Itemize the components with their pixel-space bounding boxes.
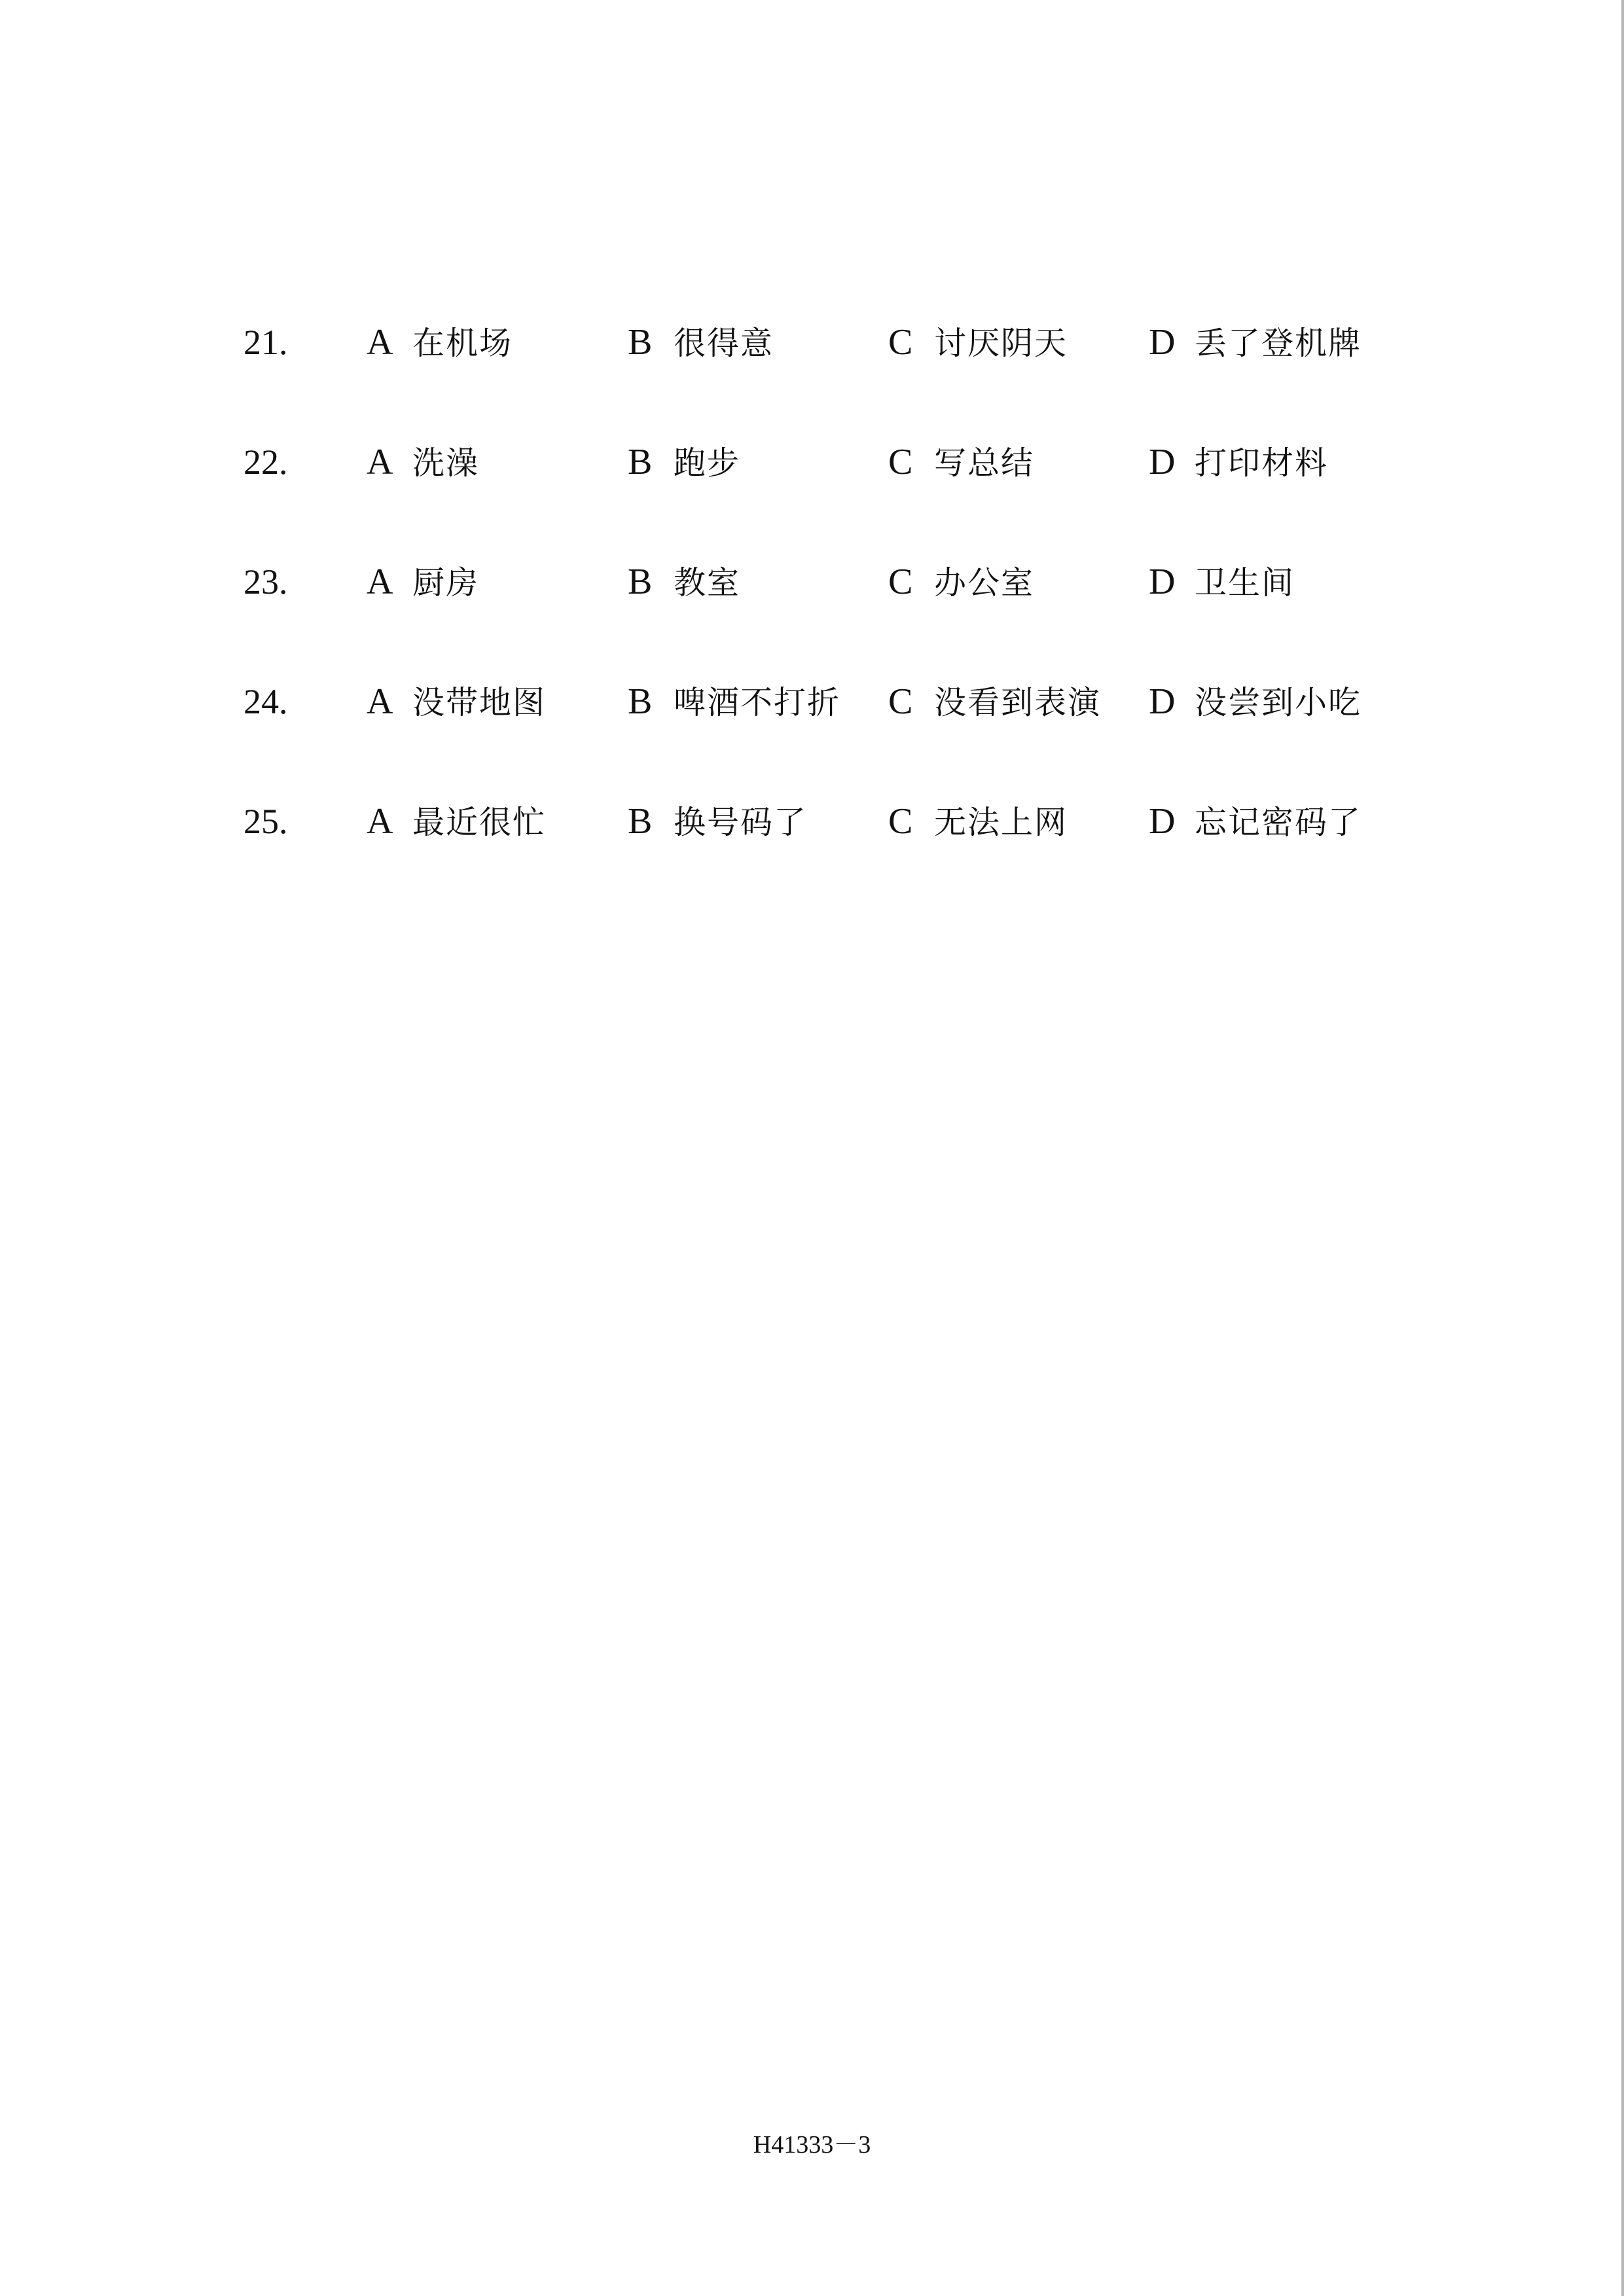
option-letter: A (367, 562, 393, 602)
option-text: 讨厌阴天 (934, 325, 1068, 362)
option-b (628, 792, 807, 851)
option-letter: A (367, 801, 393, 842)
question-number: 25. (244, 802, 288, 841)
option-text: 没带地图 (412, 684, 547, 721)
option-a (367, 313, 513, 372)
option-letter: C (888, 442, 913, 482)
option-c (888, 672, 1101, 731)
option-c (888, 792, 1068, 851)
option-a (367, 433, 479, 492)
option-d (1149, 433, 1328, 492)
option-text: 无法上网 (934, 804, 1068, 841)
question-number: 21. (244, 323, 288, 362)
page-footer: H41333－3 (753, 2131, 871, 2159)
option-letter: D (1149, 562, 1176, 602)
option-letter: C (888, 562, 913, 602)
option-text: 办公室 (934, 564, 1035, 601)
option-a (367, 792, 546, 851)
question-number: 24. (244, 682, 288, 721)
option-text: 忘记密码了 (1195, 804, 1362, 841)
option-d (1149, 552, 1295, 611)
option-c (888, 313, 1068, 372)
option-letter: D (1149, 442, 1176, 482)
option-text: 卫生间 (1195, 564, 1295, 601)
option-letter: B (628, 322, 653, 363)
question-23 (244, 552, 1422, 672)
option-text: 换号码了 (674, 804, 808, 841)
option-b (628, 672, 840, 731)
option-letter: D (1149, 322, 1176, 363)
option-letter: C (888, 681, 913, 722)
option-text: 啤酒不打折 (674, 684, 841, 721)
question-25 (244, 792, 1422, 912)
option-letter: C (888, 801, 913, 842)
option-text: 跑步 (674, 444, 741, 482)
option-b (628, 552, 740, 611)
option-text: 教室 (674, 564, 741, 601)
option-letter: B (628, 442, 653, 482)
option-text: 写总结 (934, 444, 1035, 482)
option-a (367, 672, 546, 731)
option-b (628, 313, 774, 372)
option-c (888, 433, 1034, 492)
option-text: 厨房 (412, 564, 480, 601)
question-number: 22. (244, 442, 288, 482)
question-24 (244, 672, 1422, 792)
option-d (1149, 672, 1362, 731)
option-letter: D (1149, 681, 1176, 722)
option-letter: A (367, 322, 393, 363)
question-21 (244, 313, 1422, 433)
option-text: 没尝到小吃 (1195, 684, 1362, 721)
option-d (1149, 792, 1362, 851)
option-letter: B (628, 562, 653, 602)
option-letter: A (367, 681, 393, 722)
option-letter: A (367, 442, 393, 482)
question-list (244, 313, 1422, 912)
option-letter: B (628, 801, 653, 842)
option-letter: C (888, 322, 913, 363)
option-text: 没看到表演 (934, 684, 1102, 721)
question-number: 23. (244, 562, 288, 601)
option-c (888, 552, 1034, 611)
option-a (367, 552, 479, 611)
option-text: 打印材料 (1195, 444, 1329, 482)
option-text: 在机场 (412, 325, 513, 362)
page-edge (1621, 0, 1624, 2296)
option-letter: B (628, 681, 653, 722)
option-d (1149, 313, 1362, 372)
option-text: 洗澡 (412, 444, 480, 482)
option-text: 最近很忙 (412, 804, 547, 841)
option-text: 丢了登机牌 (1195, 325, 1362, 362)
option-text: 很得意 (674, 325, 774, 362)
question-22 (244, 433, 1422, 552)
option-b (628, 433, 740, 492)
option-letter: D (1149, 801, 1176, 842)
